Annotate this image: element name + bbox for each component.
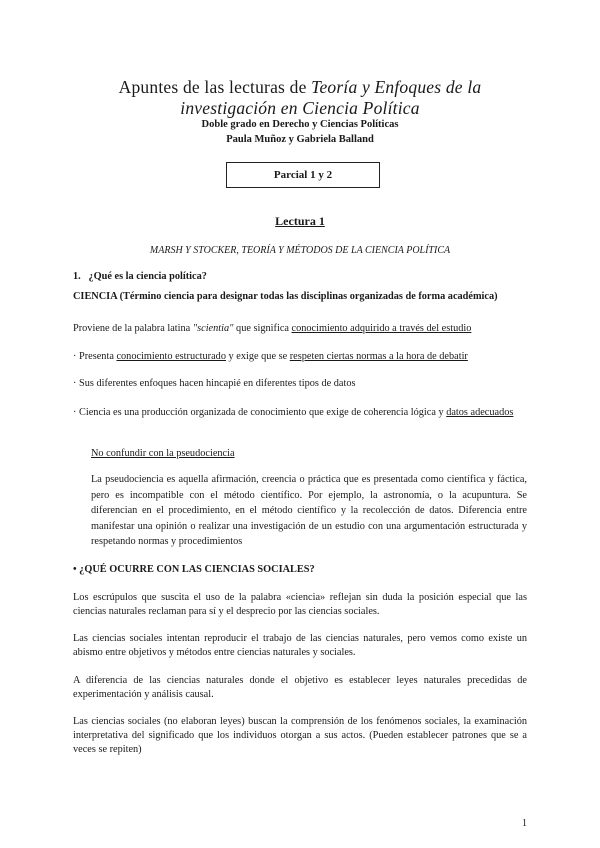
origin-paragraph	[73, 322, 527, 336]
exam-box: Parcial 1 y 2	[226, 162, 380, 188]
ciencia-definition: CIENCIA (Término ciencia para designar todas las disciplinas organizadas de forma académica)	[73, 291, 498, 302]
bullet-2: · Sus diferentes enfoques hacen hincapié en diferentes tipos de datos	[73, 378, 356, 389]
lectura-heading	[0, 214, 600, 229]
pseudo-heading-text: No confundir con la pseudociencia	[91, 448, 235, 459]
document-title-line-1	[0, 77, 600, 98]
bullet-3	[73, 406, 527, 420]
title-italic-part: Teoría y Enfoques de la	[311, 77, 482, 97]
bullet1-prefix: · Presenta	[73, 351, 117, 362]
page-number: 1	[522, 818, 527, 829]
lectura-label: Lectura 1	[275, 214, 325, 228]
section2-paragraph-2: Las ciencias sociales intentan reproducir el trabajo de las ciencias naturales, pero vemos como existe un abismo entre objetivos y métodos entre ciencias naturales y sociales.	[73, 633, 527, 658]
reading-author: MARSH Y STOCKER, TEORÍA Y MÉTODOS DE LA CIENCIA POLÍTICA	[149, 245, 451, 256]
bullet1-mid: y exige que se	[225, 351, 290, 362]
bullet-1	[73, 350, 527, 364]
title-prefix: Apuntes de las lecturas de	[118, 77, 312, 97]
section2-heading: • ¿QUÉ OCURRE CON LAS CIENCIAS SOCIALES?	[73, 564, 315, 575]
section1-title: ¿Qué es la ciencia política?	[88, 271, 207, 282]
pseudo-heading	[91, 447, 235, 461]
section2-paragraph-4: Las ciencias sociales (no elaboran leyes) buscan la comprensión de los fenómenos sociales, la examinación interpretativa del significado que los individuos otorgan a sus actos. (Pueden establecer patrones que se a veces se repiten)	[73, 716, 527, 755]
origin-word: "scientia"	[192, 323, 234, 334]
section1-number: 1.	[73, 271, 81, 282]
origin-prefix: Proviene de la palabra latina	[73, 323, 193, 334]
bullet1-underline-2: respeten ciertas normas a la hora de debatir	[289, 351, 468, 362]
bullet3-underline: datos adecuados	[446, 407, 514, 418]
section1-heading	[73, 270, 207, 284]
document-title-line-2	[0, 98, 600, 119]
pseudo-paragraph: La pseudociencia es aquella afirmación, creencia o práctica que es presentada como científica y fáctica, pero es incompatible con el método científico. Por ejemplo, la astronomía, o la acupuntura. Se diferencian en el procedimiento, en el método científico y la recolección de datos. Diferencia entre manifestar una opinión o realizar una investigación de un estudio con una argumentación estructurada y respetando normas y procedimientos	[91, 474, 527, 547]
degree-line: Doble grado en Derecho y Ciencias Políticas	[201, 119, 399, 130]
origin-mid: que significa	[233, 323, 292, 334]
bullet3-prefix: · Ciencia es una producción organizada de conocimiento que exige de coherencia lógica y	[73, 407, 447, 418]
section2-paragraph-3: A diferencia de las ciencias naturales donde el objetivo es establecer leyes naturales precedidas de experimentación y análisis causal.	[73, 675, 527, 700]
title-line-2: investigación en Ciencia Política	[180, 98, 420, 118]
section2-paragraph-1: Los escrúpulos que suscita el uso de la palabra «ciencia» reflejan sin duda la posición especial que las ciencias naturales reclaman para sí y el desprecio por las ciencias sociales.	[73, 592, 527, 617]
origin-underlined: conocimiento adquirido a través del estudio	[291, 323, 472, 334]
bullet1-underline-1: conocimiento estructurado	[116, 351, 226, 362]
authors-line: Paula Muñoz y Gabriela Balland	[226, 134, 374, 145]
